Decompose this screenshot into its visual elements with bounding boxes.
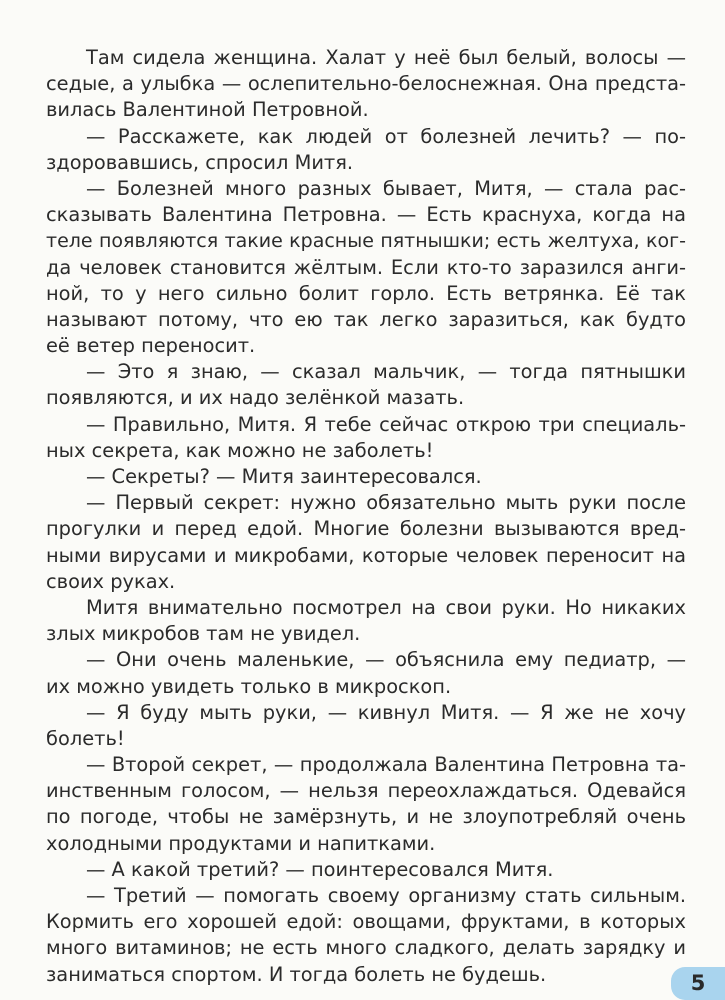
text-line: — Второй секрет, — продолжала Валентина Петровна та- [86, 753, 686, 777]
text-line: — Они очень маленькие, — объяснила ему педиатр, — [86, 648, 686, 672]
text-line: называют потому, что ею так легко заразиться, как будто [46, 307, 686, 331]
text-line: — Болезней много разных бывает, Митя, — стала рас- [86, 176, 686, 200]
text-line: их можно увидеть только в микроскоп. [46, 674, 452, 698]
text-line: — А какой третий? — поинтересовался Митя. [86, 857, 554, 881]
text-line: — Первый секрет: нужно обязательно мыть руки после [86, 491, 686, 515]
text-line: много витаминов; не есть много сладкого, делать зарядку и [46, 936, 686, 960]
text-line: — Секреты? — Митя заинтересовался. [86, 465, 482, 488]
text-line: — Я буду мыть руки, — кивнул Митя. — Я же не хочу [86, 700, 686, 724]
text-line: Митя внимательно посмотрел на свои руки. Но никаких [86, 595, 686, 619]
text-line: ными вирусами и микробами, которые человек переносит на [46, 543, 686, 567]
text-line: прогулки и перед едой. Многие болезни вызываются вред- [46, 517, 686, 541]
text-line: да человек становится жёлтым. Если кто-то заразился анги- [46, 255, 686, 279]
text-line: по погоде, чтобы не замёрзнуть, и не злоупотребляй очень [46, 805, 686, 829]
page-number: 5 [690, 971, 706, 995]
text-line: Там сидела женщина. Халат у неё был белый, волосы — [86, 46, 686, 69]
text-line: её ветер переносит. [46, 334, 256, 358]
page-number-tab [671, 967, 725, 1000]
text-line: седые, а улыбка — ослепительно-белоснежная. Она предста- [46, 72, 686, 96]
text-line: — Правильно, Митя. Я тебе сейчас открою три специаль- [86, 412, 686, 436]
text-line: вилась Валентиной Петровной. [46, 98, 369, 122]
text-line: сказывать Валентина Петровна. — Есть краснуха, когда на [46, 203, 686, 227]
text-line: заниматься спортом. И тогда болеть не будешь. [46, 962, 547, 986]
text-line: появляются, и их надо зелёнкой мазать. [46, 386, 465, 410]
text-line: — Третий — помогать своему организму стать сильным. [86, 884, 686, 907]
text-line: ных секрета, как можно не заболеть! [46, 438, 434, 462]
text-line: инственным голосом, — нельзя переохлаждаться. Одевайся [46, 779, 686, 803]
text-line: теле появляются такие красные пятнышки; есть желтуха, ког- [46, 230, 686, 253]
text-line: болеть! [46, 726, 125, 750]
story-text [46, 45, 686, 988]
text-line: злых микробов там не увидел. [46, 622, 361, 646]
text-line: холодными продуктами и напитками. [46, 831, 436, 855]
text-line: ной, то у него сильно болит горло. Есть ветрянка. Её так [46, 281, 686, 305]
text-line: — Расскажете, как людей от болезней лечить? — по- [86, 124, 686, 148]
text-line: Кормить его хорошей едой: овощами, фруктами, в которых [46, 910, 686, 934]
text-line: здоровавшись, спросил Митя. [46, 150, 354, 174]
text-line: своих руках. [46, 569, 176, 593]
text-line: — Это я знаю, — сказал мальчик, — тогда пятнышки [86, 360, 686, 384]
